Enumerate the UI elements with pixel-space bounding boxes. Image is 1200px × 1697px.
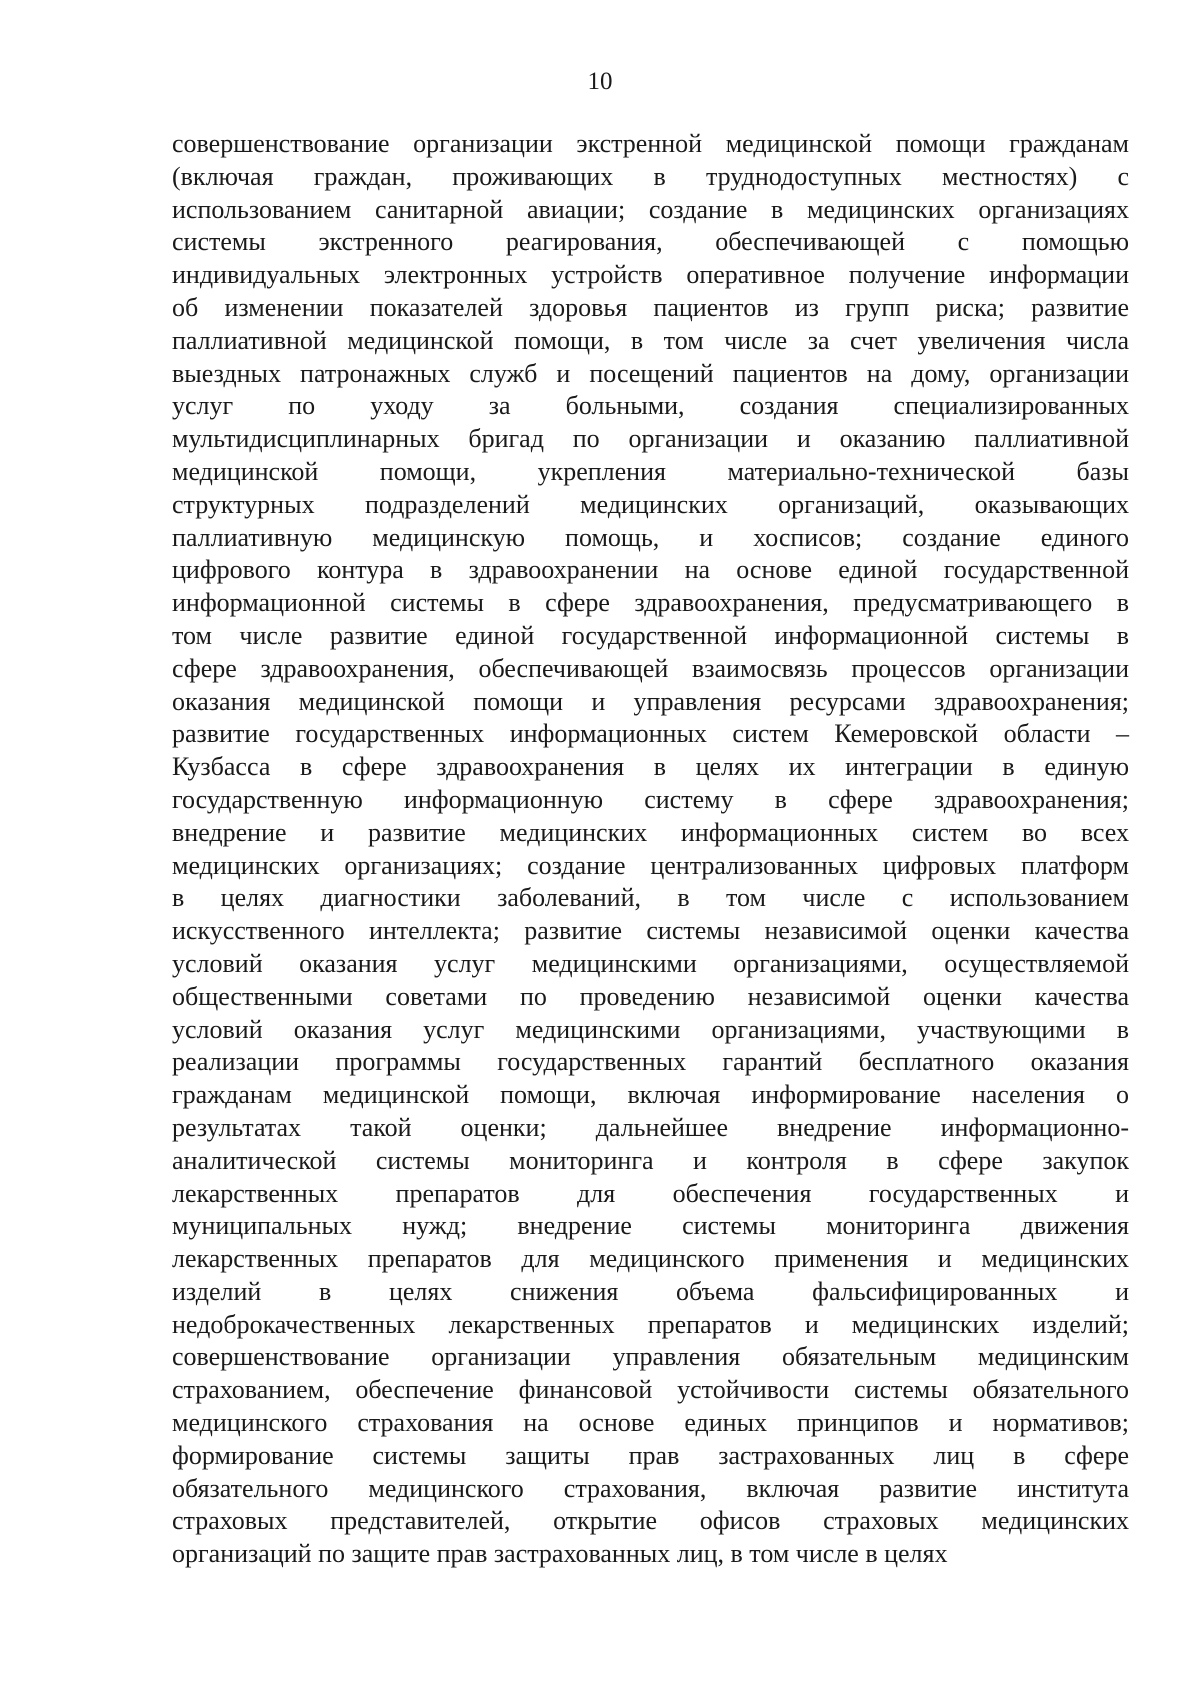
text-line: страховых представителей, открытие офисов страховых медицинских	[172, 1506, 1129, 1536]
text-line: обязательного медицинского страхования, включая развитие института	[172, 1473, 1129, 1503]
text-line: общественными советами по проведению независимой оценки качества	[172, 981, 1129, 1011]
text-line: изделий в целях снижения объема фальсифицированных и	[172, 1276, 1129, 1306]
text-line: организаций по защите прав застрахованных лиц, в том числе в целях	[172, 1539, 948, 1569]
text-line: (включая граждан, проживающих в труднодоступных местностях) с	[172, 161, 1129, 191]
body-text	[172, 128, 1129, 1571]
text-line: системы экстренного реагирования, обеспечивающей с помощью	[172, 227, 1129, 257]
text-line: результатах такой оценки; дальнейшее внедрение информационно-	[172, 1112, 1129, 1142]
text-line: медицинской помощи, укрепления материально-технической базы	[172, 456, 1129, 486]
text-line: развитие государственных информационных систем Кемеровской области –	[172, 719, 1129, 749]
text-line: в целях диагностики заболеваний, в том числе с использованием	[172, 883, 1129, 913]
text-line: недоброкачественных лекарственных препаратов и медицинских изделий;	[172, 1309, 1129, 1339]
text-line: совершенствование организации управления обязательным медицинским	[172, 1342, 1129, 1372]
text-line: услуг по уходу за больными, создания специализированных	[172, 391, 1129, 421]
text-line: том числе развитие единой государственной информационной системы в	[172, 620, 1129, 650]
text-line: сфере здравоохранения, обеспечивающей взаимосвязь процессов организации	[172, 653, 1129, 683]
text-line: условий оказания услуг медицинскими организациями, участвующими в	[172, 1014, 1129, 1044]
text-line: гражданам медицинской помощи, включая информирование населения о	[172, 1080, 1129, 1110]
text-line: выездных патронажных служб и посещений пациентов на дому, организации	[172, 358, 1129, 388]
text-line: лекарственных препаратов для обеспечения государственных и	[172, 1178, 1129, 1208]
text-line: цифрового контура в здравоохранении на основе единой государственной	[172, 555, 1129, 585]
text-line: совершенствование организации экстренной медицинской помощи гражданам	[172, 129, 1129, 158]
text-line: аналитической системы мониторинга и контроля в сфере закупок	[172, 1145, 1129, 1175]
text-line: реализации программы государственных гарантий бесплатного оказания	[172, 1047, 1129, 1077]
text-line: страхованием, обеспечение финансовой устойчивости системы обязательного	[172, 1375, 1129, 1405]
text-line: искусственного интеллекта; развитие системы независимой оценки качества	[172, 916, 1129, 946]
text-line: муниципальных нужд; внедрение системы мониторинга движения	[172, 1211, 1129, 1241]
text-line: Кузбасса в сфере здравоохранения в целях их интеграции в единую	[172, 752, 1129, 782]
text-line: об изменении показателей здоровья пациентов из групп риска; развитие	[172, 292, 1129, 322]
text-line: оказания медицинской помощи и управления ресурсами здравоохранения;	[172, 686, 1129, 716]
text-line: формирование системы защиты прав застрахованных лиц в сфере	[172, 1440, 1129, 1470]
page-number: 10	[587, 68, 613, 95]
text-line: лекарственных препаратов для медицинского применения и медицинских	[172, 1244, 1129, 1274]
text-line: индивидуальных электронных устройств оперативное получение информации	[172, 260, 1129, 290]
text-line: мультидисциплинарных бригад по организации и оказанию паллиативной	[172, 424, 1129, 454]
text-line: паллиативную медицинскую помощь, и хосписов; создание единого	[172, 522, 1129, 552]
text-line: государственную информационную систему в сфере здравоохранения;	[172, 784, 1129, 814]
text-line: использованием санитарной авиации; создание в медицинских организациях	[172, 194, 1129, 224]
text-line: условий оказания услуг медицинскими организациями, осуществляемой	[172, 948, 1129, 978]
text-line: информационной системы в сфере здравоохранения, предусматривающего в	[172, 588, 1129, 618]
text-line: внедрение и развитие медицинских информационных систем во всех	[172, 817, 1129, 847]
text-line: медицинского страхования на основе единых принципов и нормативов;	[172, 1408, 1129, 1438]
text-line: паллиативной медицинской помощи, в том числе за счет увеличения числа	[172, 325, 1129, 355]
text-line: структурных подразделений медицинских организаций, оказывающих	[172, 489, 1129, 519]
text-line: медицинских организациях; создание централизованных цифровых платформ	[172, 850, 1129, 880]
